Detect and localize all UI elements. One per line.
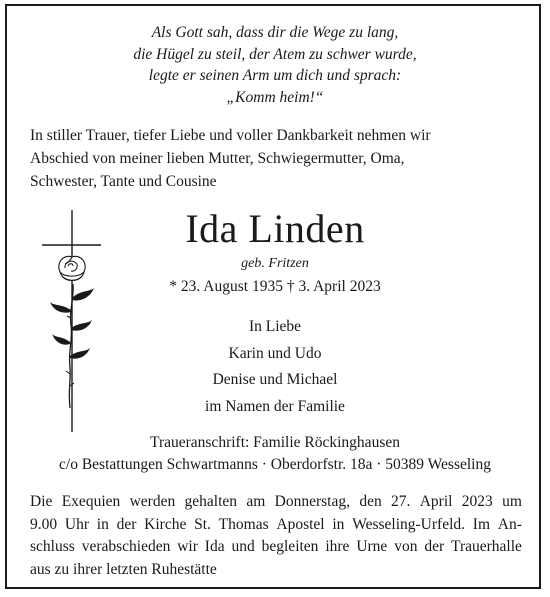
intro-line: In stiller Trauer, tiefer Liebe und voller Dankbarkeit nehmen wir: [30, 127, 431, 144]
funeral-word: Uhr: [64, 515, 89, 533]
funeral-word: verabschieden: [81, 538, 171, 555]
mourners-line: In Liebe: [248, 318, 302, 335]
funeral-word: Exequien: [61, 493, 121, 510]
funeral-word: Wesseling-Urfeld.: [352, 515, 466, 533]
funeral-word: am: [246, 493, 266, 510]
funeral-line: [30, 559, 522, 582]
funeral-word: in: [332, 515, 345, 533]
mourners-line: Denise und Michael: [212, 371, 338, 388]
intro-line: Abschied von meiner lieben Mutter, Schwiegermutter, Oma,: [30, 150, 405, 167]
intro-line: Schwester, Tante und Cousine: [30, 173, 217, 190]
funeral-word: schluss: [30, 538, 75, 555]
funeral-word: in: [96, 515, 109, 533]
funeral-word: Thomas: [218, 515, 269, 533]
funeral-word: Urne: [356, 538, 388, 555]
funeral-line: [30, 514, 522, 537]
poem-line: „Komm heim!“: [226, 88, 324, 106]
address-line-2: c/o Bestattungen Schwartmanns · Oberdorfstr. 18a · 50389 Wesseling: [59, 456, 491, 473]
mourners: [0, 314, 550, 420]
funeral-word: von: [394, 538, 418, 555]
funeral-word: Donnerstag,: [274, 493, 350, 510]
funeral-word: Im: [472, 515, 490, 533]
funeral-word: gehalten: [184, 493, 238, 510]
funeral-word: Apostel: [276, 515, 325, 533]
deceased-name: Ida Linden: [185, 206, 365, 251]
funeral-line: [30, 491, 522, 514]
mourning-address: [0, 432, 550, 476]
maiden-name: geb. Fritzen: [241, 256, 309, 271]
funeral-word: aus zu ihrer letzten Ruhestätte: [30, 560, 217, 578]
funeral-word: April: [419, 493, 453, 510]
poem-line: legte er seinen Arm um dich und sprach:: [148, 67, 402, 84]
funeral-word: 2023: [461, 493, 493, 510]
funeral-word: Die: [30, 493, 53, 510]
funeral-word: werden: [129, 493, 176, 510]
funeral-word: um: [502, 493, 522, 510]
funeral-word: begleiten: [261, 538, 319, 555]
poem: [0, 22, 550, 108]
poem-line: Als Gott sah, dass dir die Wege zu lang,: [151, 24, 399, 41]
life-dates: * 23. August 1935 † 3. April 2023: [169, 278, 381, 295]
funeral-word: und: [231, 538, 255, 555]
address-line-1: Traueranschrift: Familie Röckinghausen: [150, 434, 400, 451]
funeral-word: Ida: [204, 538, 225, 555]
funeral-word: St.: [194, 515, 211, 533]
funeral-word: wir: [177, 538, 198, 555]
funeral-word: der: [116, 515, 137, 533]
funeral-word: der: [424, 538, 445, 555]
funeral-text: [30, 491, 522, 581]
funeral-word: Trauerhalle: [451, 538, 522, 555]
funeral-word: An-: [497, 515, 522, 533]
funeral-word: den: [359, 493, 382, 510]
poem-line: die Hügel zu steil, der Atem zu schwer wurde,: [133, 45, 417, 63]
funeral-line: [30, 536, 522, 559]
funeral-word: 9.00: [30, 515, 58, 533]
funeral-word: ihre: [325, 538, 350, 555]
mourners-line: Karin und Udo: [228, 344, 322, 362]
funeral-word: Kirche: [144, 515, 187, 533]
funeral-word: 27.: [391, 493, 411, 510]
intro-text: [30, 124, 530, 193]
mourners-line: im Namen der Familie: [205, 397, 345, 415]
